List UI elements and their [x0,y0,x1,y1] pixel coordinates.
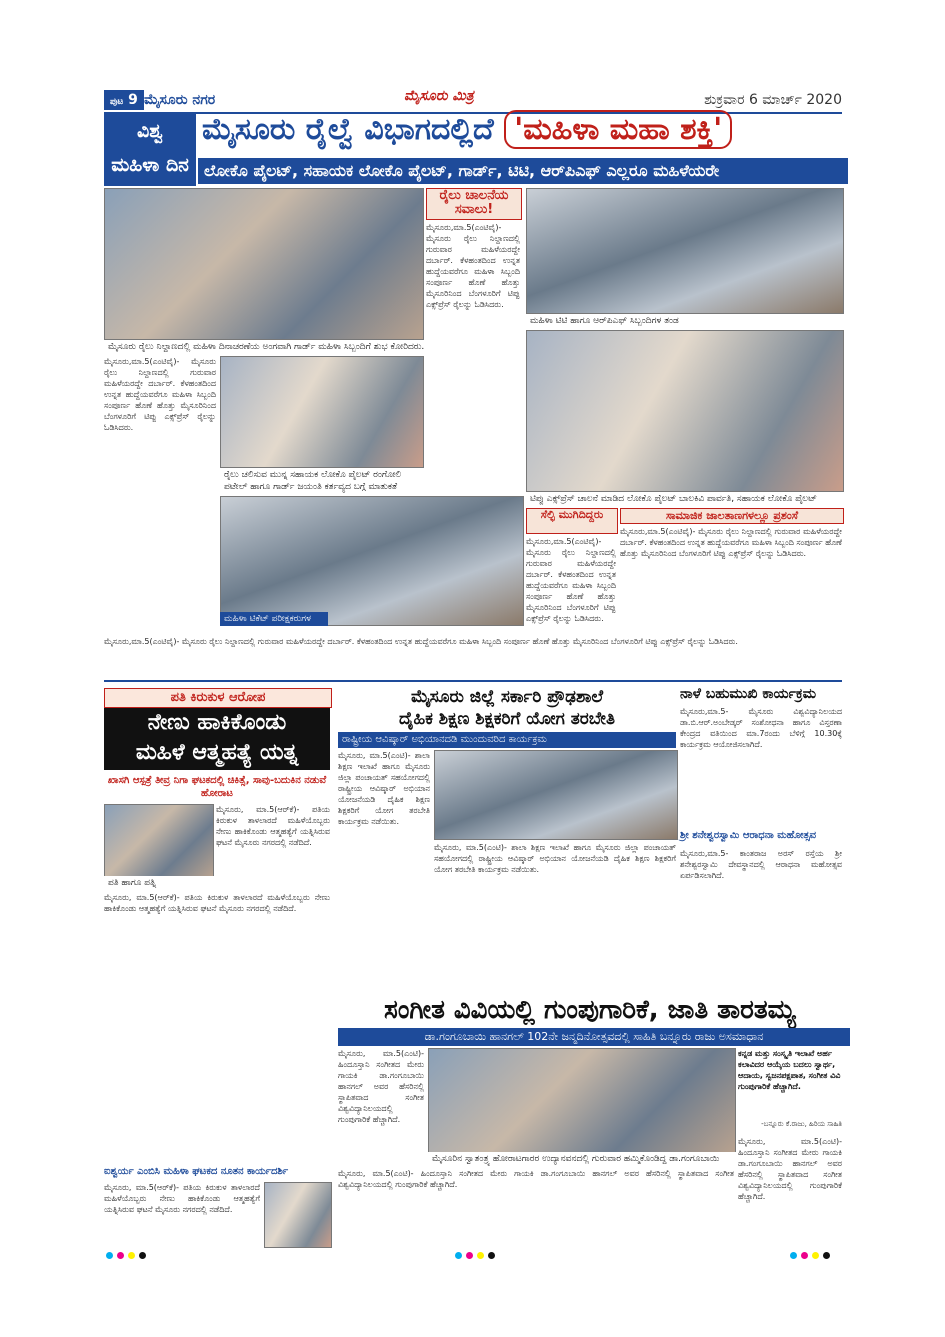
lead-photo-2 [526,188,844,314]
registration-marks-right [790,1252,850,1260]
story2-footer-headline: ಐಶ್ವರ್ಯ ಎಂಬಿಸಿ ಮಹಿಳಾ ಘಟಕದ ನೂತನ ಕಾರ್ಯದರ್ಶಿ [104,1166,289,1177]
lead-photo-4-caption: ರೈಲು ಚಲಿಸುವ ಮುನ್ನ ಸಹಾಯಕ ಲೋಕೊ ಪೈಲಟ್ ರಂಗೋಲಿ ಪಟೇಲ್ ಹಾಗೂ ಗಾರ್ಡ್ ಜಯಂತಿ ಕರ್ತವ್ಯದ ಬಗ್ಗೆ ಮಾತುಕತೆ [220,468,430,494]
box-social-praise-body: ಮೈಸೂರು,ಮಾ.5(ಎಂಟಿವೈ)- ಮೈಸೂರು ರೈಲು ನಿಲ್ದಾಣದಲ್ಲಿ ಗುರುವಾರ ಮಹಿಳೆಯರದ್ದೇ ದರ್ಬಾರ್. ಕೆಳಹಂತದಿಂದ ಉನ್ನತ ಹುದ್ದೆಯವರೆಗೂ ಮಹಿಳಾ ಸಿಬ್ಬಂದಿ ಸಂಪೂರ್ಣ ಹೊಣೆ ಹೊತ್ತು ಮೈಸೂರಿನಿಂದ ಬೆಂಗಳೂರಿಗೆ ಟಿಪ್ಪು ಎಕ್ಸ್‌ಪ್ರೆಸ್ ರೈಲನ್ನು ಓಡಿಸಿದರು. [620,527,842,558]
box-selfie: ಸೆಲ್ಫಿ ಮುಗಿದಿದ್ದರು [526,508,618,534]
lead-photo-5-caption: ಮಹಿಳಾ ಟಿಕೆಟ್ ಪರೀಕ್ಷಕರುಗಳ [220,612,328,626]
lead-photo-1 [104,188,424,340]
story2-body-top: ಮೈಸೂರು, ಮಾ.5(ಆರ್‌ಕೆ)- ಪತಿಯ ಕಿರುಕುಳ ತಾಳಲಾರದೆ ಮಹಿಳೆಯೊಬ್ಬರು ನೇಣು ಹಾಕಿಕೊಂಡು ಆತ್ಮಹತ್ಯೆಗೆ ಯತ್ನಿಸಿರುವ ಘಟನೆ ಮೈಸೂರು ನಗರದಲ್ಲಿ ನಡೆದಿದೆ. [216,805,330,847]
lead-photo-3 [526,330,844,492]
story2-photo [104,804,214,878]
story3-body-col2: ಮೈಸೂರು, ಮಾ.5(ಎಂಟಿ)- ಶಾಲಾ ಶಿಕ್ಷಣ ಇಲಾಖೆ ಹಾಗೂ ಮೈಸೂರು ಜಿಲ್ಲಾ ಪಂಚಾಯತ್ ಸಹಯೋಗದಲ್ಲಿ ರಾಷ್ಟ್ರೀಯ ಆವಿಷ್ಕಾರ್ ಅಭಿಯಾನ ಯೋಜನೆಯಡಿ ದೈಹಿಕ ಶಿಕ್ಷಣ ಶಿಕ್ಷಕರಿಗೆ ಯೋಗ ತರಬೇತಿ ಕಾರ್ಯಕ್ರಮ ನಡೆಯಿತು. [434,843,676,874]
registration-marks [106,1252,166,1260]
lead-photo-4 [220,356,424,468]
box-rail-challenge: ರೈಲು ಚಾಲನೆಯ ಸವಾಲು! [426,188,522,220]
story2-deck: ಖಾಸಗಿ ಆಸ್ಪತ್ರೆ ತೀವ್ರ ನಿಗಾ ಘಟಕದಲ್ಲಿ ಚಿಕಿತ್ಸೆ, ಸಾವು-ಬದುಕಿನ ನಡುವೆ ಹೋರಾಟ [107,775,327,799]
divider [104,680,842,682]
box-rail-challenge-body: ಮೈಸೂರು,ಮಾ.5(ಎಂಟಿವೈ)- ಮೈಸೂರು ರೈಲು ನಿಲ್ದಾಣದಲ್ಲಿ ಗುರುವಾರ ಮಹಿಳೆಯರದ್ದೇ ದರ್ಬಾರ್. ಕೆಳಹಂತದಿಂದ ಉನ್ನತ ಹುದ್ದೆಯವರೆಗೂ ಮಹಿಳಾ ಸಿಬ್ಬಂದಿ ಸಂಪೂರ್ಣ ಹೊಣೆ ಹೊತ್ತು ಮೈಸೂರಿನಿಂದ ಬೆಂಗಳೂರಿಗೆ ಟಿಪ್ಪು ಎಕ್ಸ್‌ಪ್ರೆಸ್ ರೈಲನ್ನು ಓಡಿಸಿದರು. [426,223,520,309]
story5-body-col4: ಮೈಸೂರು, ಮಾ.5(ಎಂಟಿ)- ಹಿಂದೂಸ್ತಾನಿ ಸಂಗೀತದ ಮೇರು ಗಾಯಕಿ ಡಾ.ಗಂಗೂಬಾಯಿ ಹಾನಗಲ್ ಅವರ ಹೆಸರಿನಲ್ಲಿ ಸ್ಥಾಪಿತವಾದ ಸಂಗೀತ ವಿಶ್ವವಿದ್ಯಾನಿಲಯದಲ್ಲಿ ಗುಂಪುಗಾರಿಕೆ ಹೆಚ್ಚಾಗಿದೆ. [738,1137,842,1201]
story5-body-col1: ಮೈಸೂರು, ಮಾ.5(ಎಂಟಿ)- ಹಿಂದೂಸ್ತಾನಿ ಸಂಗೀತದ ಮೇರು ಗಾಯಕಿ ಡಾ.ಗಂಗೂಬಾಯಿ ಹಾನಗಲ್ ಅವರ ಹೆಸರಿನಲ್ಲಿ ಸ್ಥಾಪಿತವಾದ ಸಂಗೀತ ವಿಶ್ವವಿದ್ಯಾನಿಲಯದಲ್ಲಿ ಗುಂಪುಗಾರಿಕೆ ಹೆಚ್ಚಾಗಿದೆ. [338,1049,424,1124]
lead-photo-1-caption: ಮೈಸೂರು ರೈಲು ನಿಲ್ದಾಣದಲ್ಲಿ ಮಹಿಳಾ ದಿನಾಚರಣೆಯ ಅಂಗವಾಗಿ ಗಾರ್ಡ್ ಮಹಿಳಾ ಸಿಬ್ಬಂದಿಗೆ ಶುಭ ಕೋರಿದರು. [104,340,430,354]
story5-pull-quote-by: -ಬನ್ನೂರು ಕೆ.ರಾಜು, ಹಿರಿಯ ಸಾಹಿತಿ [761,1120,842,1128]
masthead: ಮೈಸೂರು ಮಿತ್ರ [404,88,474,104]
box-social-praise: ಸಾಮಾಜಿಕ ಜಾಲತಾಣಗಳಲ್ಲೂ ಪ್ರಶಂಸೆ [620,508,844,524]
womens-day-badge: ವಿಶ್ವ ಮಹಿಳಾ ದಿನ [104,114,196,186]
story3-headline: ಮೈಸೂರು ಜಿಲ್ಲೆ ಸರ್ಕಾರಿ ಪ್ರೌಢಶಾಲೆ ದೈಹಿಕ ಶಿಕ್ಷಣ ಶಿಕ್ಷಕರಿಗೆ ಯೋಗ ತರಬೇತಿ [399,687,615,729]
page-number: ಪುಟ 9 [104,90,144,110]
lead-body-continued: ಮೈಸೂರು,ಮಾ.5(ಎಂಟಿವೈ)- ಮೈಸೂರು ರೈಲು ನಿಲ್ದಾಣದಲ್ಲಿ ಗುರುವಾರ ಮಹಿಳೆಯರದ್ದೇ ದರ್ಬಾರ್. ಕೆಳಹಂತದಿಂದ ಉನ್ನತ ಹುದ್ದೆಯವರೆಗೂ ಮಹಿಳಾ ಸಿಬ್ಬಂದಿ ಸಂಪೂರ್ಣ ಹೊಣೆ ಹೊತ್ತು ಮೈಸೂರಿನಿಂದ ಬೆಂಗಳೂರಿಗೆ ಟಿಪ್ಪು ಎಕ್ಸ್‌ಪ್ರೆಸ್ ರೈಲನ್ನು ಓಡಿಸಿದರು. [104,637,738,646]
story5-photo-caption: ಮೈಸೂರಿನ ಸ್ವಾತಂತ್ರ್ಯ ಹೋರಾಟಗಾರರ ಉದ್ಯಾನವನದಲ್ಲಿ ಗುರುವಾರ ಹಮ್ಮಿಕೊಂಡಿದ್ದ ಡಾ.ಗಂಗೂಬಾಯಿ [428,1152,742,1166]
story2-kicker: ಪತಿ ಕಿರುಕುಳ ಆರೋಪ [104,688,332,708]
lead-strap: ಲೋಕೊ ಪೈಲಟ್, ಸಹಾಯಕ ಲೋಕೊ ಪೈಲಟ್, ಗಾರ್ಡ್, ಟಿಟಿ, ಆರ್‌ಪಿಎಫ್ ಎಲ್ಲರೂ ಮಹಿಳೆಯರೇ [198,158,848,184]
story4-body2: ಮೈಸೂರು,ಮಾ.5- ಕಾಂತರಾಜ ಅರಸ್ ರಸ್ತೆಯ ಶ್ರೀ ಶನೇಶ್ವರಸ್ವಾಮಿ ದೇವಸ್ಥಾನದಲ್ಲಿ ಆರಾಧನಾ ಮಹೋತ್ಸವ ಏರ್ಪಡಿಸಲಾಗಿದೆ. [680,849,842,880]
story5-pull-quote: ಕನ್ನಡ ಮತ್ತು ಸಂಸ್ಕೃತಿ ಇಲಾಖೆ ಅರ್ಹ ಕಲಾವಿದರ ಆಯ್ಕೆಯ ಬದಲು ಸ್ವಾರ್ಥ, ಆದಾಯ, ಸ್ವಜನಪಕ್ಷಪಾತ, ಸಂಗೀತ ವಿವಿ ಗುಂಪುಗಾರಿಕೆ ಹೆಚ್ಚಾಗಿದೆ. [738,1049,841,1091]
registration-marks-center [455,1252,515,1260]
story5-body-bottom: ಮೈಸೂರು, ಮಾ.5(ಎಂಟಿ)- ಹಿಂದೂಸ್ತಾನಿ ಸಂಗೀತದ ಮೇರು ಗಾಯಕಿ ಡಾ.ಗಂಗೂಬಾಯಿ ಹಾನಗಲ್ ಅವರ ಹೆಸರಿನಲ್ಲಿ ಸ್ಥಾಪಿತವಾದ ಸಂಗೀತ ವಿಶ್ವವಿದ್ಯಾನಿಲಯದಲ್ಲಿ ಗುಂಪುಗಾರಿಕೆ ಹೆಚ್ಚಾಗಿದೆ. [338,1169,734,1189]
portrait-photo [264,1182,332,1248]
story2-headline: ನೇಣು ಹಾಕಿಕೊಂಡು ಮಹಿಳೆ ಆತ್ಮಹತ್ಯೆ ಯತ್ನ [104,708,330,770]
story2-photo-caption: ಪತಿ ಹಾಗೂ ಪತ್ನಿ [104,876,220,890]
story4-subhead: ಶ್ರೀ ಶನೇಶ್ವರಸ್ವಾಮಿ ಆರಾಧನಾ ಮಹೋತ್ಸವ [680,830,817,841]
story5-photo [428,1048,736,1154]
issue-date: ಶುಕ್ರವಾರ 6 ಮಾರ್ಚ್ 2020 [704,92,842,108]
lead-photo-2-caption: ಮಹಿಳಾ ಟಿಟಿ ಹಾಗೂ ಆರ್‌ಪಿಎಫ್ ಸಿಬ್ಬಂದಿಗಳ ತಂಡ [526,314,850,328]
story4-headline: ನಾಳೆ ಬಹುಮುಖಿ ಕಾರ್ಯಕ್ರಮ [680,686,817,702]
story3-strap: ರಾಷ್ಟ್ರೀಯ ಆವಿಷ್ಕಾರ್ ಅಭಿಯಾನದಡಿ ಮುಂದುವರಿದ ಕಾರ್ಯಕ್ರಮ [338,732,676,748]
story5-headline: ಸಂಗೀತ ವಿವಿಯಲ್ಲಿ ಗುಂಪುಗಾರಿಕೆ, ಜಾತಿ ತಾರತಮ್ಯ [384,995,796,1025]
story3-body-col1: ಮೈಸೂರು, ಮಾ.5(ಎಂಟಿ)- ಶಾಲಾ ಶಿಕ್ಷಣ ಇಲಾಖೆ ಹಾಗೂ ಮೈಸೂರು ಜಿಲ್ಲಾ ಪಂಚಾಯತ್ ಸಹಯೋಗದಲ್ಲಿ ರಾಷ್ಟ್ರೀಯ ಆವಿಷ್ಕಾರ್ ಅಭಿಯಾನ ಯೋಜನೆಯಡಿ ದೈಹಿಕ ಶಿಕ್ಷಣ ಶಿಕ್ಷಕರಿಗೆ ಯೋಗ ತರಬೇತಿ ಕಾರ್ಯಕ್ರಮ ನಡೆಯಿತು. [338,751,430,826]
story2-body: ಮೈಸೂರು, ಮಾ.5(ಆರ್‌ಕೆ)- ಪತಿಯ ಕಿರುಕುಳ ತಾಳಲಾರದೆ ಮಹಿಳೆಯೊಬ್ಬರು ನೇಣು ಹಾಕಿಕೊಂಡು ಆತ್ಮಹತ್ಯೆಗೆ ಯತ್ನಿಸಿರುವ ಘಟನೆ ಮೈಸೂರು ನಗರದಲ್ಲಿ ನಡೆದಿದೆ. [104,893,330,913]
story4-body: ಮೈಸೂರು,ಮಾ.5- ಮೈಸೂರು ವಿಶ್ವವಿದ್ಯಾನಿಲಯದ ಡಾ.ಬಿ.ಆರ್.ಅಂಬೇಡ್ಕರ್ ಸಂಶೋಧನಾ ಹಾಗೂ ವಿಸ್ತರಣಾ ಕೇಂದ್ರದ ವತಿಯಿಂದ ಮಾ.7ರಂದು ಬೆಳಿಗ್ಗೆ 10.30ಕ್ಕೆ ಕಾರ್ಯಕ್ರಮ ಆಯೋಜಿಸಲಾಗಿದೆ. [680,707,842,749]
page-header [104,90,842,114]
lead-photo-3-caption: ಟಿಪ್ಪು ಎಕ್ಸ್‌ಪ್ರೆಸ್ ಚಾಲನೆ ಮಾಡಿದ ಲೋಕೊ ಪೈಲಟ್ ಬಾಲಕಿವಿ ಪಾರ್ವತಿ, ಸಹಾಯಕ ಲೋಕೊ ಪೈಲಟ್ [526,492,850,506]
story2-footer-body: ಮೈಸೂರು, ಮಾ.5(ಆರ್‌ಕೆ)- ಪತಿಯ ಕಿರುಕುಳ ತಾಳಲಾರದೆ ಮಹಿಳೆಯೊಬ್ಬರು ನೇಣು ಹಾಕಿಕೊಂಡು ಆತ್ಮಹತ್ಯೆಗೆ ಯತ್ನಿಸಿರುವ ಘಟನೆ ಮೈಸೂರು ನಗರದಲ್ಲಿ ನಡೆದಿದೆ. [104,1183,260,1214]
lead-body-col1: ಮೈಸೂರು,ಮಾ.5(ಎಂಟಿವೈ)- ಮೈಸೂರು ರೈಲು ನಿಲ್ದಾಣದಲ್ಲಿ ಗುರುವಾರ ಮಹಿಳೆಯರದ್ದೇ ದರ್ಬಾರ್. ಕೆಳಹಂತದಿಂದ ಉನ್ನತ ಹುದ್ದೆಯವರೆಗೂ ಮಹಿಳಾ ಸಿಬ್ಬಂದಿ ಸಂಪೂರ್ಣ ಹೊಣೆ ಹೊತ್ತು ಮೈಸೂರಿನಿಂದ ಬೆಂಗಳೂರಿಗೆ ಟಿಪ್ಪು ಎಕ್ಸ್‌ಪ್ರೆಸ್ ರೈಲನ್ನು ಓಡಿಸಿದರು. [104,357,216,432]
box-selfie-body: ಮೈಸೂರು,ಮಾ.5(ಎಂಟಿವೈ)- ಮೈಸೂರು ರೈಲು ನಿಲ್ದಾಣದಲ್ಲಿ ಗುರುವಾರ ಮಹಿಳೆಯರದ್ದೇ ದರ್ಬಾರ್. ಕೆಳಹಂತದಿಂದ ಉನ್ನತ ಹುದ್ದೆಯವರೆಗೂ ಮಹಿಳಾ ಸಿಬ್ಬಂದಿ ಸಂಪೂರ್ಣ ಹೊಣೆ ಹೊತ್ತು ಮೈಸೂರಿನಿಂದ ಬೆಂಗಳೂರಿಗೆ ಟಿಪ್ಪು ಎಕ್ಸ್‌ಪ್ರೆಸ್ ರೈಲನ್ನು ಓಡಿಸಿದರು. [526,537,616,623]
section-name: ಮೈಸೂರು ನಗರ [144,92,216,108]
lead-headline: ಮೈಸೂರು ರೈಲ್ವೆ ವಿಭಾಗದಲ್ಲಿದೆ 'ಮಹಿಳಾ ಮಹಾ ಶಕ್ತಿ' [202,112,732,147]
lead-photo-5 [220,496,524,626]
story3-photo [434,750,678,840]
story5-strap: ಡಾ.ಗಂಗೂಬಾಯಿ ಹಾನಗಲ್ 102ನೇ ಜನ್ಮದಿನೋತ್ಸವದಲ್ಲಿ ಸಾಹಿತಿ ಬನ್ನೂರು ರಾಜು ಅಸಮಾಧಾನ [338,1028,850,1046]
